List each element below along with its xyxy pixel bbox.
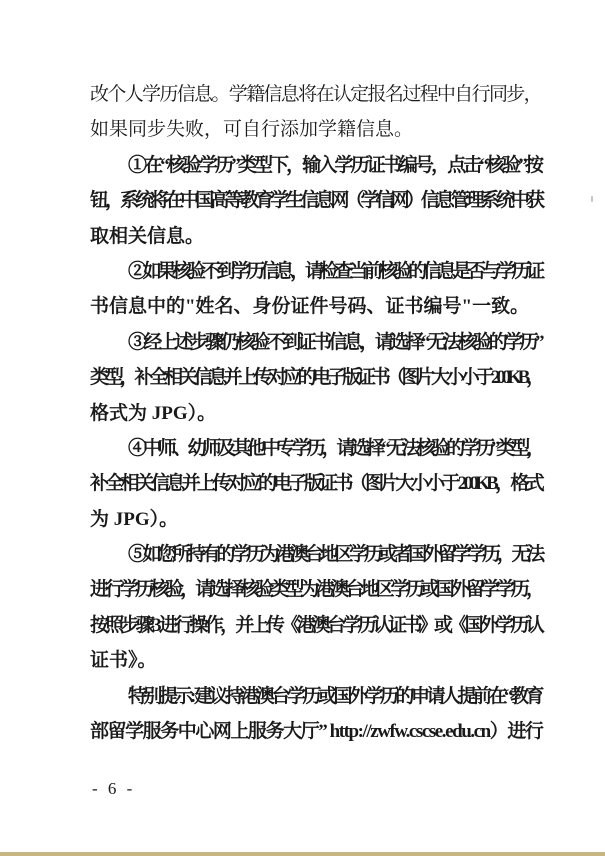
- page-bottom-border-line: [0, 852, 605, 856]
- document-line: 按照步骤 3 进行操作，并上传《港澳台学历认证书》或《国外学历认: [90, 614, 541, 636]
- document-line: 取相关信息。: [90, 225, 205, 247]
- document-line: ⑤如您所持有的学历为港澳台地区学历或者国外留学学历，无法: [128, 544, 541, 566]
- document-line: 钮，系统将在中国高等教育学生信息网（学信网）信息管理系统中获: [90, 190, 541, 212]
- document-line: 为 JPG）。: [90, 508, 179, 530]
- document-line: 如果同步失败，可自行添加学籍信息。: [90, 119, 414, 141]
- document-line: 改个人学历信息。学籍信息将在认定报名过程中自行同步，: [90, 84, 541, 105]
- document-line: ②如果核验不到学历信息，请检查当前核验的信息是否与学历证: [128, 260, 541, 282]
- document-line: ①在“核验学历”类型下，输入学历证书编号，点击“核验”按: [128, 154, 541, 176]
- document-line: 特别提示: 建议持港澳台学历或国外学历的申请人提前在“教育: [128, 685, 541, 707]
- document-line: ③经上述步骤仍核验不到证书信息，请选择“无法核验的学历”: [128, 331, 541, 353]
- document-line: 格式为 JPG）。: [90, 402, 217, 424]
- page-number: - 6 -: [92, 779, 136, 798]
- document-line: 进行学历核验，请选择核验类型为港澳台地区学历或国外留学学历，: [90, 579, 541, 601]
- document-line: 补全相关信息并上传对应的电子版证书（图片大小小于 200KB，格式: [90, 473, 541, 495]
- document-line: 类型，补全相关信息并上传对应的电子版证书（图片大小小于 200KB，: [90, 367, 541, 389]
- document-line: ④中师、幼师及其他中专学历，请选择“无法核验的学历”类型，: [128, 437, 541, 459]
- scan-artifact-speck: [591, 196, 593, 202]
- document-line: 部留学服务中心网上服务大厅” http://zwfw.cscse.edu.cn）进行: [90, 721, 543, 743]
- document-line: 书信息中的"姓名、身份证件号码、证书编号"一致。: [90, 296, 530, 318]
- document-line: 证书》。: [90, 650, 157, 672]
- text-block: [90, 77, 541, 749]
